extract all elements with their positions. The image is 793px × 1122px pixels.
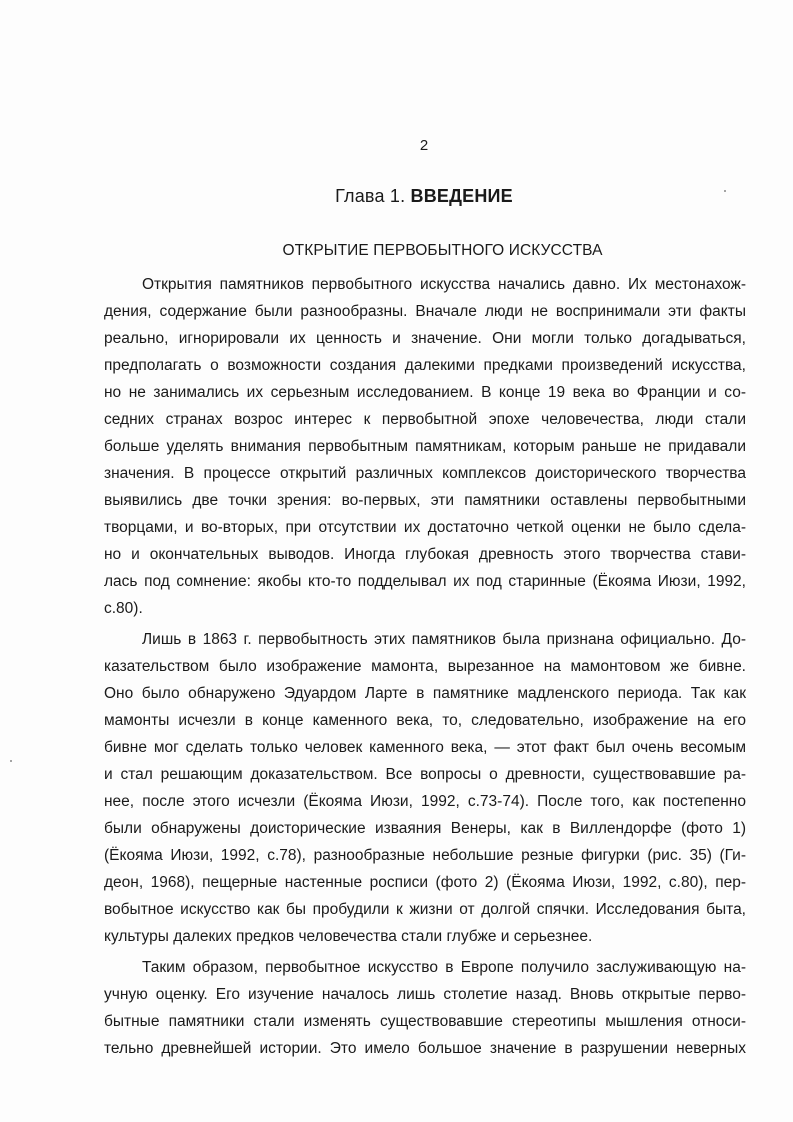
paragraph-line: бытные памятники стали изменять существовавшие стереотипы мышления относи- — [104, 1013, 746, 1030]
chapter-prefix: Глава 1. — [335, 186, 406, 206]
paragraph-line: казательством было изображение мамонта, вырезанное на мамонтовом же бивне. — [104, 658, 746, 675]
paragraph-line: но не занимались их серьезным исследованием. В конце 19 века во Франции и со- — [104, 384, 746, 401]
paragraph-line: Оно было обнаружено Эдуардом Ларте в памятнике мадленского периода. Так как — [104, 685, 746, 702]
scan-speck — [10, 760, 12, 762]
paragraph-line: дения, содержание были разнообразны. Вначале люди не воспринимали эти факты — [104, 303, 746, 320]
paragraph-line: культуры далеких предков человечества стали глубже и серьезнее. — [104, 928, 593, 945]
paragraph-line: значения. В процессе открытий различных комплексов доисторического творчества — [104, 465, 746, 482]
paragraph-line: но и окончательных выводов. Иногда глубокая древность этого творчества стави- — [104, 546, 746, 563]
paragraph-line: учную оценку. Его изучение началось лишь столетие назад. Вновь открытые перво- — [104, 986, 746, 1003]
section-title: ОТКРЫТИЕ ПЕРВОБЫТНОГО ИСКУССТВА — [282, 242, 603, 259]
paragraph-line: выявились две точки зрения: во-первых, эти памятники оставлены первобытными — [104, 492, 746, 509]
paragraph-line: Таким образом, первобытное искусство в Европе получило заслуживающую на- — [142, 959, 746, 976]
paragraph-line: бивне мог сделать только человек каменного века, — этот факт был очень весомым — [104, 739, 746, 756]
paragraph-line: творцами, и во-вторых, при отсутствии их достаточно четкой оценки не было сдела- — [104, 519, 746, 536]
paragraph-line: и стал решающим доказательством. Все вопросы о древности, существовавшие ра- — [104, 766, 746, 783]
paragraph-line: реально, игнорировали их ценность и значение. Они могли только догадываться, — [104, 330, 746, 347]
paragraph-line: вобытное искусство как бы пробудили к жизни от долгой спячки. Исследования быта, — [104, 901, 746, 918]
paragraph-line: были обнаружены доисторические изваяния Венеры, как в Виллендорфе (фото 1) — [104, 820, 746, 837]
paragraph-line: мамонты исчезли в конце каменного века, то, следовательно, изображение на его — [104, 712, 746, 729]
paragraph-line: лась под сомнение: якобы кто-то подделывал их под старинные (Ёкояма Июзи, 1992, — [104, 573, 746, 590]
paragraph-line: нее, после этого исчезли (Ёкояма Июзи, 1992, с.73-74). После того, как постепенно — [104, 793, 746, 810]
paragraph-line: с.80). — [104, 600, 143, 617]
paragraph-line: (Ёкояма Июзи, 1992, с.78), разнообразные небольшие резные фигурки (рис. 35) (Ги- — [104, 847, 746, 864]
chapter-title — [0, 186, 793, 207]
paragraph-line: Открытия памятников первобытного искусства начались давно. Их местонахож- — [142, 276, 746, 293]
paragraph-line: предполагать о возможности создания далекими предками произведений искусства, — [104, 357, 746, 374]
paragraph-line: Лишь в 1863 г. первобытность этих памятников была признана официально. До- — [142, 631, 746, 648]
paragraph-line: деон, 1968), пещерные настенные росписи (фото 2) (Ёкояма Июзи, 1992, с.80), пер- — [104, 874, 746, 891]
paragraph-line: больше уделять внимания первобытным памятникам, которым раньше не придавали — [104, 438, 746, 455]
paragraph-line: тельно древнейшей истории. Это имело большое значение в разрушении неверных — [104, 1040, 746, 1057]
paragraph-line: седних странах возрос интерес к первобытной эпохе человечества, люди стали — [104, 411, 746, 428]
body-text — [104, 271, 746, 1062]
page-number: 2 — [419, 137, 429, 154]
scan-speck — [724, 190, 726, 192]
chapter-name: ВВЕДЕНИЕ — [410, 186, 513, 206]
